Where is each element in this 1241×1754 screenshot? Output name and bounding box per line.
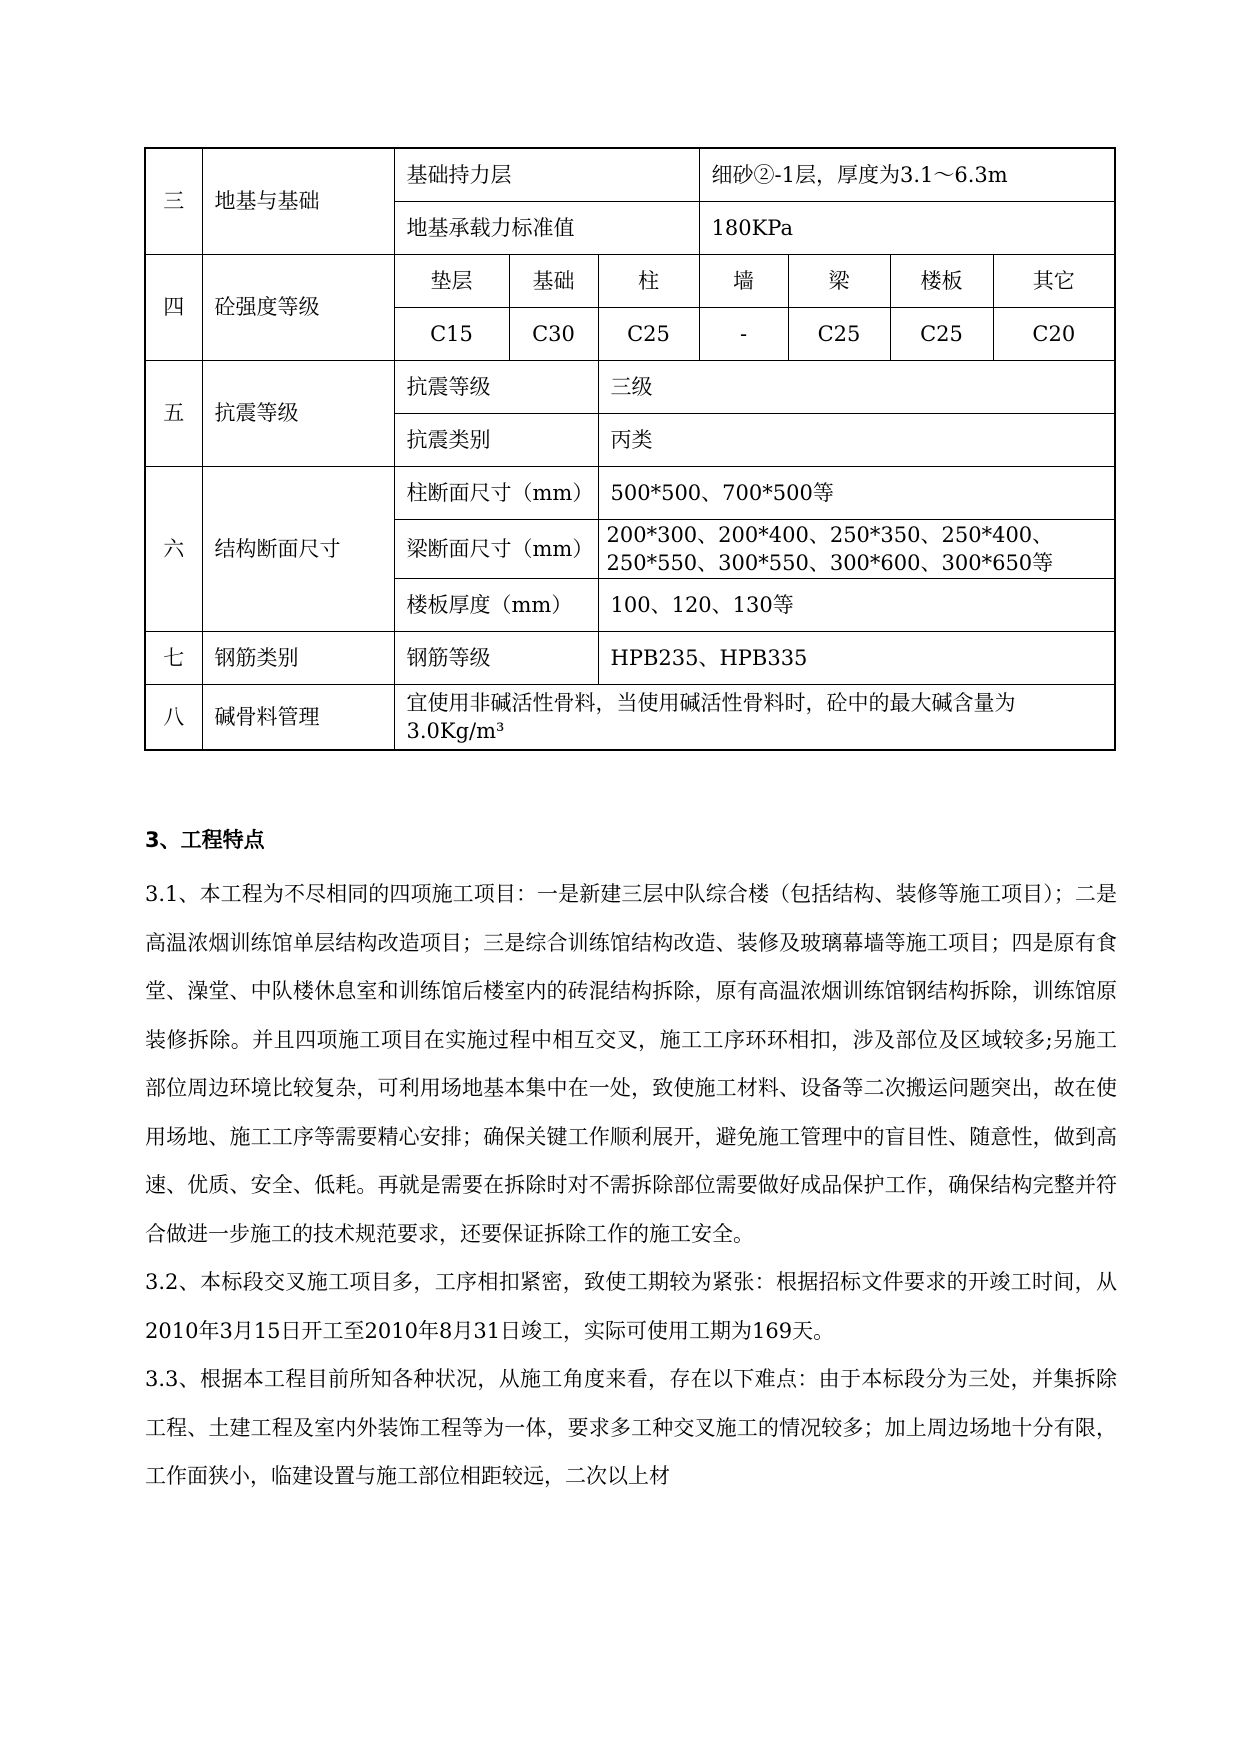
section-heading: 3、工程特点	[145, 828, 265, 852]
sub-label: 梁断面尺寸（mm）	[394, 519, 598, 578]
sub-value: HPB235、HPB335	[598, 631, 1115, 684]
row-item-name: 钢筋类别	[202, 631, 394, 684]
sub-value: 三级	[598, 360, 1115, 413]
row-number: 五	[145, 360, 202, 466]
sub-value: 200*300、200*400、250*350、250*400、250*550、300*550、300*600、300*650等	[598, 519, 1115, 578]
row-number: 八	[145, 684, 202, 750]
sub-value: 细砂②-1层，厚度为3.1～6.3m	[699, 148, 1115, 201]
paragraph-3-1: 3.1、本工程为不尽相同的四项施工项目：一是新建三层中队综合楼（包括结构、装修等施工项目）；二是高温浓烟训练馆单层结构改造项目；三是综合训练馆结构改造、装修及玻璃幕墙等施工项目；四是原有食堂、澡堂、中队楼休息室和训练馆后楼室内的砖混结构拆除，原有高温浓烟训练馆钢结构拆除，训练馆原装修拆除。并且四项施工项目在实施过程中相互交叉，施工工序环环相扣，涉及部位及区域较多;另施工部位周边环境比较复杂，可利用场地基本集中在一处，致使施工材料、设备等二次搬运问题突出，故在使用场地、施工工序等需要精心安排；确保关键工作顺利展开，避免施工管理中的盲目性、随意性，做到高速、优质、安全、低耗。再就是需要在拆除时对不需拆除部位需要做好成品保护工作，确保结构完整并符合做进一步施工的技术规范要求，还要保证拆除工作的施工安全。	[145, 882, 1117, 1246]
table-row	[145, 254, 1115, 307]
paragraph-3-3: 3.3、根据本工程目前所知各种状况，从施工角度来看，存在以下难点：由于本标段分为三处，并集拆除工程、土建工程及室内外装饰工程等为一体，要求多工种交叉施工的情况较多；加上周边场地十分有限，工作面狭小，临建设置与施工部位相距较远，二次以上材	[145, 1367, 1117, 1488]
sub-value: 100、120、130等	[598, 578, 1115, 631]
sub-label: 抗震类别	[394, 413, 598, 466]
sub-value: 180KPa	[699, 201, 1115, 254]
grade-header: 楼板	[890, 254, 993, 307]
sub-label: 抗震等级	[394, 360, 598, 413]
section-body	[145, 870, 1117, 1501]
grade-header: 梁	[788, 254, 890, 307]
row-value: 宜使用非碱活性骨料，当使用碱活性骨料时，砼中的最大碱含量为3.0Kg/m³	[394, 684, 1115, 750]
row-item-name: 砼强度等级	[202, 254, 394, 360]
grade-header: 基础	[509, 254, 598, 307]
table-row	[145, 684, 1115, 750]
grade-value: C25	[598, 307, 699, 360]
grade-header: 墙	[699, 254, 788, 307]
grade-value: C25	[788, 307, 890, 360]
row-number: 七	[145, 631, 202, 684]
grade-header: 其它	[993, 254, 1115, 307]
sub-label: 楼板厚度（mm）	[394, 578, 598, 631]
sub-label: 钢筋等级	[394, 631, 598, 684]
row-item-name: 碱骨料管理	[202, 684, 394, 750]
grade-value: C20	[993, 307, 1115, 360]
row-item-name: 抗震等级	[202, 360, 394, 466]
grade-value: C25	[890, 307, 993, 360]
grade-header: 柱	[598, 254, 699, 307]
grade-header: 垫层	[394, 254, 509, 307]
grade-value: -	[699, 307, 788, 360]
row-number: 六	[145, 466, 202, 631]
table-row	[145, 631, 1115, 684]
sub-value: 500*500、700*500等	[598, 466, 1115, 519]
table-row	[145, 466, 1115, 519]
row-number: 三	[145, 148, 202, 254]
paragraph-3-2: 3.2、本标段交叉施工项目多，工序相扣紧密，致使工期较为紧张：根据招标文件要求的开竣工时间，从2010年3月15日开工至2010年8月31日竣工，实际可使用工期为169天。	[145, 1270, 1117, 1343]
grade-value: C15	[394, 307, 509, 360]
row-item-name: 地基与基础	[202, 148, 394, 254]
sub-label: 柱断面尺寸（mm）	[394, 466, 598, 519]
table-row	[145, 148, 1115, 201]
sub-label: 基础持力层	[394, 148, 699, 201]
sub-label: 地基承载力标准值	[394, 201, 699, 254]
grade-value: C30	[509, 307, 598, 360]
sub-value: 丙类	[598, 413, 1115, 466]
spec-table	[144, 147, 1116, 751]
row-number: 四	[145, 254, 202, 360]
row-item-name: 结构断面尺寸	[202, 466, 394, 631]
table-row	[145, 360, 1115, 413]
